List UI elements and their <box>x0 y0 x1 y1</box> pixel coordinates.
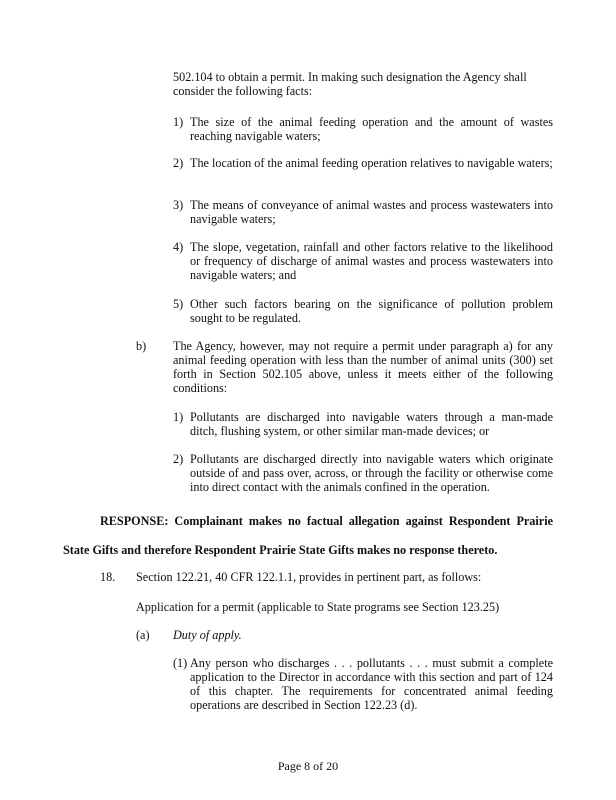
intro-line-1: 502.104 to obtain a permit. In making such designation the Agency shall <box>173 70 527 84</box>
subsection-a-label: (a) <box>136 628 150 642</box>
factor-2-number: 2) <box>173 156 184 170</box>
factor-3-text: The means of conveyance of animal wastes and process wastewaters into navigable waters; <box>190 198 553 226</box>
condition-1-number: 1) <box>173 410 184 424</box>
page-number-footer: Page 8 of 20 <box>277 759 339 773</box>
factor-3-number: 3) <box>173 198 184 212</box>
factor-5-number: 5) <box>173 297 184 311</box>
response-line-1: RESPONSE: Complainant makes no factual allegation against Respondent Prairie <box>100 514 553 528</box>
item-18-number: 18. <box>100 570 116 584</box>
condition-1-text: Pollutants are discharged into navigable waters through a man-made ditch, flushing system, or other similar man-made devices; or <box>190 410 553 438</box>
factor-4-number: 4) <box>173 240 184 254</box>
response-line-2: State Gifts and therefore Respondent Prairie State Gifts makes no response thereto. <box>63 543 498 557</box>
para-b-label: b) <box>136 339 147 353</box>
item-18-text: Section 122.21, 40 CFR 122.1.1, provides in pertinent part, as follows: <box>136 570 482 584</box>
intro-paragraph <box>173 70 553 98</box>
clause-1-text: Any person who discharges . . . pollutants . . . must submit a complete application to the Director in accordance with this section and part of 124 of this chapter. The requirements for concentrated animal feeding operations are described in Section 122.23 (d). <box>190 656 553 712</box>
condition-2-text: Pollutants are discharged directly into navigable waters which originate outside of and pass over, across, or through the facility or otherwise come into direct contact with the animals confined in the operation. <box>190 452 553 494</box>
factor-1-number: 1) <box>173 115 184 129</box>
factor-2-text: The location of the animal feeding operation relatives to navigable waters; <box>190 156 553 170</box>
condition-2-number: 2) <box>173 452 184 466</box>
factor-5-text: Other such factors bearing on the significance of pollution problem sought to be regulated. <box>190 297 553 325</box>
application-heading: Application for a permit (applicable to State programs see Section 123.25) <box>136 600 500 614</box>
factor-4-text: The slope, vegetation, rainfall and other factors relative to the likelihood or frequency of discharge of animal wastes and process wastewaters into navigable waters; and <box>190 240 553 282</box>
intro-line-2: consider the following facts: <box>173 84 313 98</box>
clause-1-number: (1) <box>173 656 188 670</box>
factor-1-text: The size of the animal feeding operation and the amount of wastes reaching navigable waters; <box>190 115 553 143</box>
para-b-text: The Agency, however, may not require a permit under paragraph a) for any animal feeding operation with less than the number of animal units (300) set forth in Section 502.105 above, unless it meets either of the following conditions: <box>173 339 553 395</box>
subsection-a-heading: Duty of apply. <box>173 628 242 642</box>
